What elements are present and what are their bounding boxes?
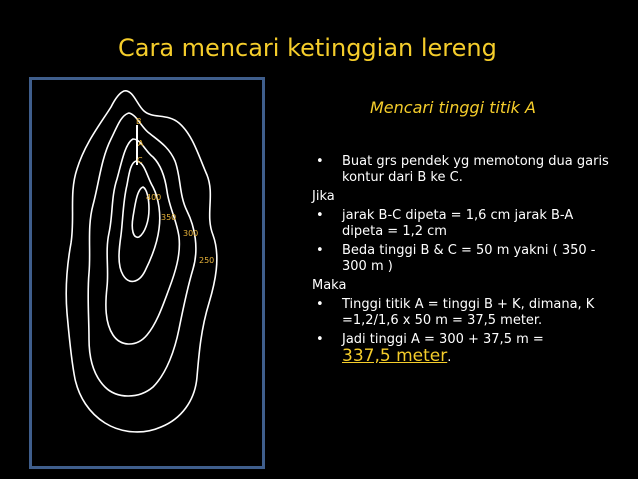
result-value: 337,5 meter: [342, 346, 448, 366]
bullet-text: Buat grs pendek yg memotong dua garis kontur dari B ke C.: [342, 154, 609, 185]
bullet-item-5: [312, 332, 612, 366]
label-contour-250: 250: [199, 256, 215, 265]
bullet-text: Tinggi titik A = tinggi B + K, dimana, K =1,2/1,6 x 50 m = 37,5 meter.: [342, 297, 595, 328]
bullet-item-3: [312, 243, 612, 275]
subheading: Mencari tinggi titik A: [370, 98, 536, 117]
label-maka: Maka: [312, 278, 347, 293]
contour-map: [29, 77, 265, 469]
bullet-icon: •: [316, 208, 324, 223]
result-suffix: .: [447, 350, 452, 365]
contour-line-350: [106, 139, 180, 344]
label-point-a: A: [138, 139, 144, 148]
bullet-icon: •: [316, 243, 324, 258]
bullet-item-4: [312, 297, 612, 329]
contour-line-400: [119, 161, 160, 281]
bullet-icon: •: [316, 332, 324, 347]
label-jika: Jika: [312, 189, 335, 204]
bullet-icon: •: [316, 297, 324, 312]
bullet-text: Beda tinggi B & C = 50 m yakni ( 350 - 300 m ): [342, 243, 596, 274]
bullet-text: Jadi tinggi A = 300 + 37,5 m =: [342, 332, 544, 347]
label-contour-400: 400: [146, 193, 162, 202]
label-contour-300: 300: [183, 229, 199, 238]
label-point-c: C: [137, 156, 143, 165]
bullet-icon: •: [316, 154, 324, 169]
bullet-text: jarak B-C dipeta = 1,6 cm jarak B-A dipeta = 1,2 cm: [342, 208, 574, 239]
bullet-item-2: [312, 208, 612, 240]
label-contour-350: 350: [161, 213, 177, 222]
bullet-item-1: [312, 154, 612, 186]
slide-title: Cara mencari ketinggian lereng: [118, 34, 497, 62]
content-body: [312, 154, 612, 369]
label-point-b: B: [136, 117, 142, 126]
